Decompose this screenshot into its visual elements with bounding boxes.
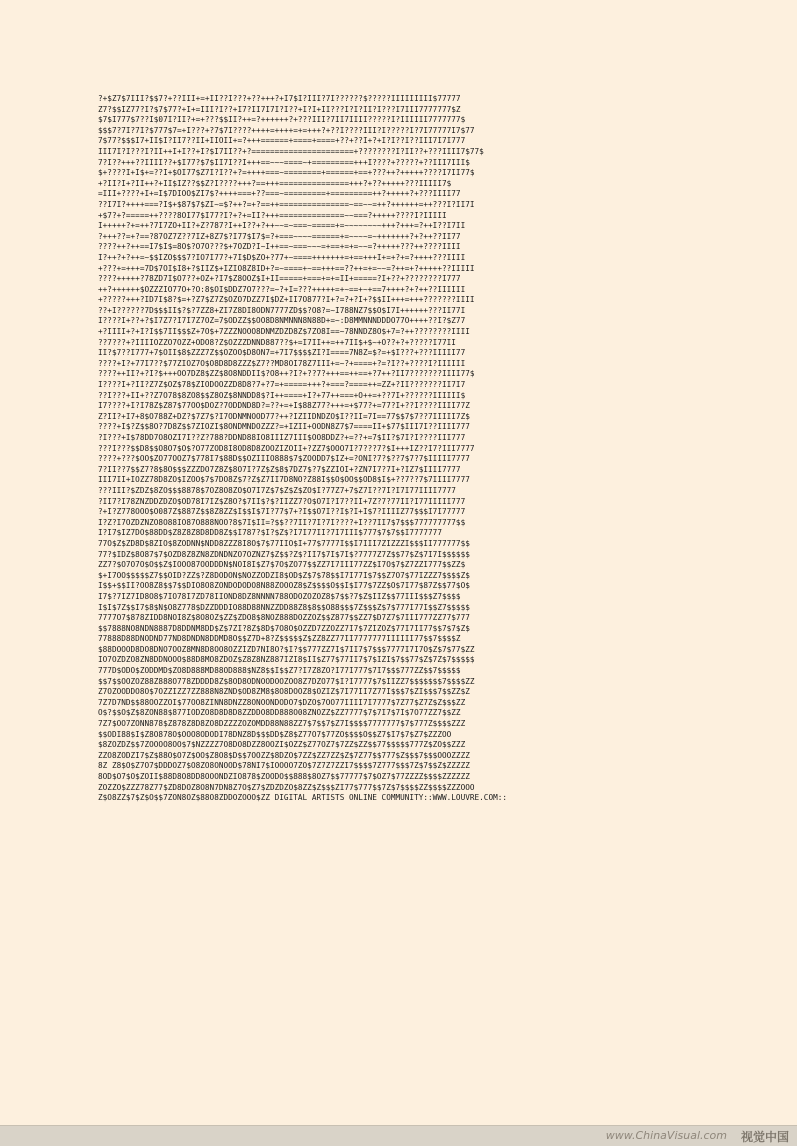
footer-bar: [0, 1125, 797, 1146]
footer-logo-text: 视觉中国: [740, 1130, 789, 1144]
ascii-art: ?+$Z7$7III?$$7?+??III+=+II??I???+??+++?+I7$I?III?7I??????$?????IIIIIIIII$77777 Z7?$$IZ77?I?$7$77?+I+=III?I??+I7?II7I7I?I??+I?I+II???I?I?II?I???I7III7777777$Z $7$I777$7??I$07I?II?+=+???$$II?++=?++++++?+???III?7II7IIII?????I?IIIIII7777777$ $$$7?7I?7I?$777$7=+I???+?7$7I????++++=++++=+=+++?+??I????III?I?????I?7I77777I7$77 7$77?$$$I7+II$I?II7??II+IIOII+=?+++======+====+====+??+??I+?+I?I??I??III7I7I777 III7I?I???I?II++I+I??+I?$I7II??+?======================+????????I?II??+???IIII7$77$ 7?I??+++??IIII??+$I77?$7$II7I??I+++==~~~====~+=========+++I????+?????+??III7III$ $+????I+I$+=??I+$OI77$Z7I?I??+?=++++===~========+======+==+???++?+++++????I7II77$ +?II?I+?II++?+II$IZ??$$Z?I????+++?==+++===============+++?+??+++++???IIIII7$ =III+????+I+=I$7DIOO$ZI7$?++++===+??===~=========+=========++?+++++?+???IIII77 ??I7I?++++===?I$+$87$7$ZI~=$?++?=+?==++===============~==~~=++?++++++=++???I?II7I +$7?+?=====++????8OI77$I77?I?+?+=II?+++==============~~===?+++++????I?IIIII I+++++?+=++?7I7ZO+II?+Z?787?I++I??+?++~~=~===~=====+=~~~~~~~~+++?+++=?++I??I7II ?+++??=+?==?87OZ7Z??7IZ+8Z7$?I77$I7$=?+===~~~~======+=~~~~=~+++++++?+?++??II77 ????++?++==I7$I$=8O$?O7O???$+7OZD?I~I++==~===~~~=+==+=+=~~=?+++++???++????IIII I?++?+?++=~$$IZO$$$7?IO7I77?+7I$D$ZO+?77+~====+++++++=+==+++I+=+?+=?++++???IIII +???+=+++=7D$7OI$I8+?$IIZ$+IZIO8Z8ID+?=~====+~==+++==??++=+=~~=?++=+?+++++??IIIII ????+++++?78ZD7I$O7??+OZ+?I7$Z8OOZ$I+II=====+===+=+=II+=====?I+??+????????I777 ++?++++++$OZZZIO77O+?O:8$OI$DDZ7O7???=~?+I=???+++++=+~==+~+==7++++?+?++??IIIIII +?????+++?ID7I$8?$=+?Z7$Z7Z$OZO7DZZ7I$DZ+II7O877?I+?=?+?I+?$$II+++=+++???????IIII ??+I??????7D$$$II$?$?7ZZ8+ZI7Z8DI8ODN7777ZD$$?O8?=~I788NZ7$$O$I7I++++++???II77I I????I+??+?$I7Z7?I7I7Z7OZ=7$ODZZ$$OO8D8NMNNN8N88D+=~:D8MMNNNDDDO77O++++??I?$Z77 +?IIII+?+I?I$$7II$$$Z+7O$+7ZZZNOOO8DNMZDZD8Z$7ZO8I==~78NNDZ8O$+7=?++????????IIII ??7???+?IIIIOZZO7OZZ+ODO8?Z$OZZZDNND887??$+=I7II++=++7II$+$~+O??+?+?????I77II II?$7??I777+7$OII$8$ZZZ7Z$$OZOO$D8ON7=+7I7$$$$ZI?I====7N8Z=$?=+$I???+???IIIII77 ????+I?+77I7??$77ZIOZ7O$O8D8D8ZZZ$Z7??MD8OI78Z7III+=~?+====+?=?I??+????I?IIIIII ????++II?+?I?$+++OO7DZ8$ZZ$8O8NDDII$?O8++?I?+??7?+++==++==+?7++?II7???????IIII77$ I????I+?II?Z7Z$OZ$78$ZIODOOZZD8D8?7+?7=+=====+++?+===?====++=ZZ+?II???????II7I7 ??I???+II+??Z7O78$8ZO8$$Z8OZ$8NNDD8$?I++====+I?+77++===+O++=+??7I+??????IIIIII$ I7????+I?I78Z$Z87$77OO$DOZ?7ODDND8D?=??+=+I$88Z77?+++=+$77?+=77?I+??I????IIII77Z Z?II?+I7+8$O788Z+DZ?$7Z7$?I7ODNMNOOD77?++?IZIIDNDZO$I??II=7I==77$$7$7??7IIIII7Z$ ????+I$?Z$$8O?7D8Z$$7ZIOZI$8ONDMNDOZZZ?=+IZII+OODN8Z7$7====II+$77$III7I??IIII777 ?I???+I$78DD7O8OZI7I??Z?788?DDND88IO8IIIZ7III$OO8DDZ?+=??+=7$II?$7I?I????III777 ???I???$$D8$$O8O7$O$?O77ZOD8I8OD8D8ZOOZIZOII+?ZZ7$OOO7I?7???7?$I+++IZ??I7?III7777 ????+???$OO$ZO77OOZ7$778I7$88D$$OZIIIO888$7$ZOODD7$IZ+=?ONI?7?$??7$7?7$IIIII7777 7?II??7$$Z7?8$8O$$$ZZZDO7Z8Z$8O7I?7Z$Z$8$7DZ7$?7$ZZIOI+?ZN7I7?7I+?IZ7$IIII7777 III7II+IOZZ78D8ZO$IZOO$7$7DO8Z$7?Z$Z7II7D8NO?Z88I$$O$OO$$OD8$I$+??7??7$7IIII7777 ???III?$ZDZ$8ZO$$$8878$7OZ8O8ZO$O7I7Z$7$Z$Z$ZO$I?77Z7+7$Z7I??7I?I7I77IIII7777 ?II7?I78ZNZDDZDZO$OD78I7IZ$Z8O?$7II$?$?IIZZ7?O$O7I?I7??II+7Z?7?77II?I77IIIII777 ?+I?Z778OOO$O087Z$887Z$$8Z8ZZ$I$$I$7I?77$7+?I$$O7I??I$?I+I$7?IIIIZ77$$$I7I77777 I?Z?I7OZDZNZO8O88IO87O888NOO?8$7I$II=?$$??7II?7I?7I????+I??7II7$7$$$777777777$$ I?I7$IZ7DO$88DD$Z8Z8Z8D8DD8Z$$I787?$I?$Z$?I7I77II?7I7III$777$7$7$$I7777777 77O$Z$ZD8D$8ZIO$8ZODNN$NDD8ZZZ8I8O$7$77IIO$I+77$7777I$$I7III7ZIZZZI$$$II777777$$ 77?$IDZ$8O87$7$OZD8Z8ZN8ZDNDNZO7OZNZ7$Z$$?Z$?II7$7I$7I$?7777Z7Z$$77$Z$7I7I$$$$$$ ZZ7?$O7O7O$O$$Z$IOOO87OODDDN$NOI8I$Z7$7O$ZO77$$ZZ7I7III77ZZ$I7O$7$Z7ZZI777$$ZZ$ $+I7OO$$$$$Z7$$OID?ZZ$?Z8DODON$NOZZODZI8$OD$Z$7$78$$I7I77I$7$$Z7O7$77IZZZ7$$$$Z$ I$$+$$II?OO8Z8$$7$$DIO8O8ZONDODODO8N88ZOOOZ8$Z$$$$O$$I$I77$7ZZ$O$7I77$87Z$$77$O$ I7$?7IZ7ID8O8$7IO78I7ZD78IIOND8DZ8NNNN788ODOZOZOZ8$7$$?7$Z$IIZ$$77III$$$Z7$$$$ I$I$7Z$$I7$8$N$O8Z778$DZZDDDIO88D88NNZZDD88Z8$8$$O88$$$7Z$$$Z$7$777I77I$$Z7$$$$$ 7777O7$878ZIDD8NOI8Z$8O8OZ$ZZ$ZDO8$8NOZ888DOZZOZ$$Z877$$ZZ7$D7Z7$7III777ZZ77$777 $$7888NO8NDN8887D8DDNM8DD$Z$7ZI?8Z$8D$7O8O$OZZD7ZZOZZ7I7$7ZIZOZ$77I7II77$$7$7$Z$ 77888D88DNODND77ND8DNDN8DDMD8O$$Z7D+8?Z$$$$$Z$ZZ8ZZ77II7777777IIIIII77$$7$$$$Z $88DOOOD8DO8DNO7OOZ8MN8D8OO8OZZIZD7NI8O?$I?$$777ZZ7I$7II7$7$$$7777I7I7O$Z$7$77$ZZ IO7OZDZO8ZN8DDNOOO$88D8MO8ZDOZ$Z8Z8NZ887IZI8$II$Z77$77II7$7$IZI$7$$77$Z$7Z$7$$$$$ 777D$ODO$ZODDMD$ZO8D888MD88OD888$NZ8$$I$$Z7?I7Z8ZO?I77I777$7I7$$$777ZZ$$7$$$$$ $$7$$OOZOZ88Z888O778ZDDDD8Z$8OD8ODNOODOOZOO8Z7DZO77$I?I7777$7$IIZZ7$$$$$$$7$$$$ZZ Z7OZOODDO8O$7OZZIZZ7ZZ888N8ZND$OD8ZM8$8O8DOOZ8$OZIZ$7I77II7Z77I$$$7$ZI$$$7$$ZZ$Z 7Z7D7ND$$88OOZZOI$77OO8ZINN8DNZZ8ONOONDODO7$DZO$7OO77IIII7I7777$7Z77$Z7Z$Z$$$ZZ O$?$$O$Z$8ZON88$877IODZO8D8D8D8ZZDDO8DD888O08ZNOZZ$ZZ7777$7$7I7$7I$7O77ZZ7$$ZZ 7Z7$OO7ZONN878$Z878Z8D8ZO8DZZZZOZOMDD88N88ZZ7$7$$7$Z7I$$$$7777777$7$777Z$$$$ZZZ $$ODI88$I$Z8O878O$OOO8ODODI78DNZ8D$$$DD$Z8$Z77O7$77ZO$$$$O$$Z7$I7$7$Z7$ZZZOO $8ZOZDZ$$7ZOOOO8OO$7$NZZZZ7O8DO8DZZ8OOZI$OZZ$Z77OZ7$7ZZ$ZZ$$77$$$$$777Z$ZO$$ZZZ ZZO8ZODZI7$Z$88O$O7Z$OO$Z8O8$D$$7OOZZ$8DZO$7ZZ$ZZ7ZZ$Z$7Z77$$777$Z$$$7$$$OOOZZZZ 8Z Z8$O$Z7O7$DDDOZ7$O8ZO8ONOOD$78NI7$IOOOO7ZO$7Z7Z7ZZI7$$$$7Z777$$$7Z$7$$Z$ZZZZZ 8OD$O7$O$ZOII$88D8O8DD8OOONDZIO878$ZOODO$$888$8OZ7$$77777$7$OZ7$77ZZZZ$$$$ZZZZZZ ZOZZO$ZZZ78Z77$ZD8DOZ8O8N7DN8Z7O$Z7$ZDZDZO$8ZZ$Z$$$ZI77$777$$7Z$7$$$$ZZ$$$$ZZZOOO Z$O8ZZ$7$Z$O$$7ZON8OZ$88O8ZDDOZOOO$ZZ DIGITAL ARTISTS ONLINE COMMUNITY::WWW.LOUVRE.COM::: [98, 94, 508, 803]
footer-site-text: www.ChinaVisual.com: [605, 1129, 727, 1142]
